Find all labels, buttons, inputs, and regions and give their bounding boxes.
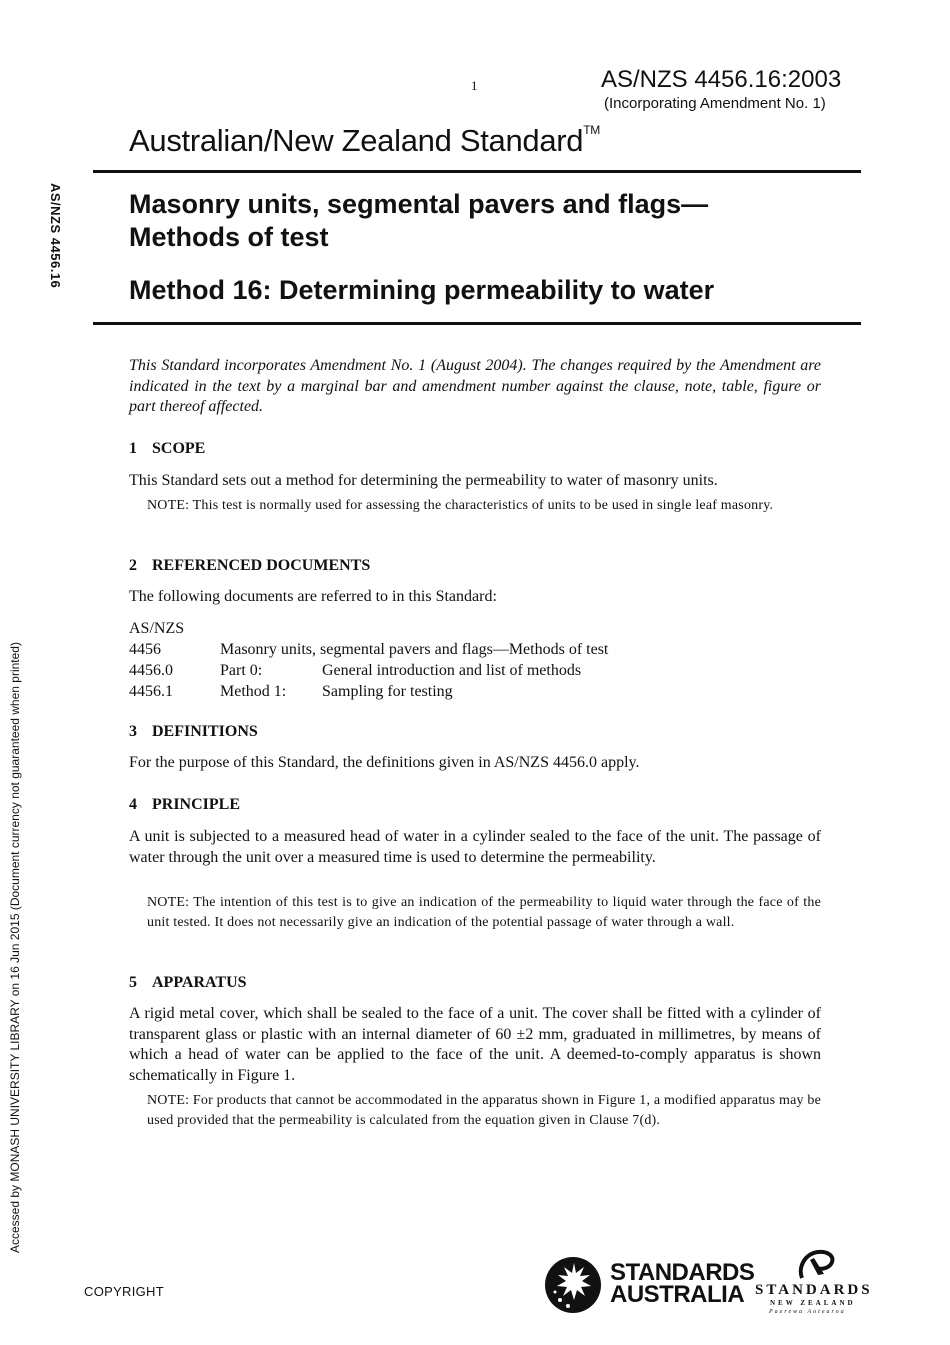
section-heading-apparatus	[129, 974, 247, 992]
reference-code: 4456.1	[129, 683, 173, 700]
section-heading-references	[129, 557, 370, 575]
reference-row	[129, 639, 608, 660]
principle-text: A unit is subjected to a measured head of water in a cylinder sealed to the face of the unit. The passage of water through the unit over a measured time is used to determine the permeability.	[129, 828, 821, 866]
standards-australia-logo-icon	[544, 1256, 602, 1314]
trademark-mark: TM	[583, 122, 600, 137]
sa-wordmark-line1: STANDARDS	[610, 1259, 755, 1286]
reference-part: Method 1:	[220, 683, 287, 700]
references-text: The following documents are referred to in this Standard:	[129, 588, 497, 605]
section-title: SCOPE	[152, 440, 206, 457]
standard-code: AS/NZS 4456.16:2003	[601, 66, 842, 93]
section-number: 1	[129, 440, 137, 457]
sa-wordmark-line2: AUSTRALIA	[610, 1281, 745, 1308]
section-heading-scope	[129, 440, 205, 458]
method-title: Method 16: Determining permeability to water	[129, 275, 715, 305]
reference-title: Sampling for testing	[322, 683, 453, 700]
section-number: 3	[129, 723, 137, 740]
document-title-line1: Masonry units, segmental pavers and flags—	[129, 189, 709, 219]
document-title-line2: Methods of test	[129, 222, 329, 252]
access-note: Accessed by MONASH UNIVERSITY LIBRARY on 16 Jun 2015 (Document currency not guaranteed when printed)	[8, 642, 22, 1253]
section-number: 5	[129, 974, 137, 991]
amendment-note: (Incorporating Amendment No. 1)	[604, 95, 826, 112]
copyright-label: COPYRIGHT	[84, 1284, 164, 1299]
reference-row	[129, 618, 608, 639]
principle-note: NOTE: The intention of this test is to give an indication of the permeability to liquid water through the face of the unit tested. It does not necessarily give an indication of the potential passage of water through a wall.	[147, 895, 821, 930]
amendment-intro: This Standard incorporates Amendment No. 1 (August 2004). The changes required by the Amendment are indicated in the text by a marginal bar and amendment number against the clause, note, table, figure or part thereof affected.	[129, 357, 821, 415]
scope-text: This Standard sets out a method for determining the permeability to water of masonry units.	[129, 472, 718, 489]
reference-title: Masonry units, segmental pavers and flags—Methods of test	[220, 641, 609, 658]
page-number: 1	[471, 78, 478, 93]
scope-note: NOTE: This test is normally used for assessing the characteristics of units to be used in single leaf masonry.	[147, 498, 774, 513]
standards-nz-logo-icon	[794, 1248, 838, 1282]
section-title: APPARATUS	[152, 974, 247, 991]
apparatus-note: NOTE: For products that cannot be accommodated in the apparatus shown in Figure 1, a modified apparatus may be used provided that the permeability is calculated from the equation given in Clause 7(d).	[147, 1093, 821, 1128]
reference-row	[129, 681, 608, 702]
reference-code: 4456	[129, 641, 161, 658]
brand-title	[129, 123, 600, 159]
side-standard-code: AS/NZS 4456.16	[48, 183, 63, 289]
section-heading-definitions	[129, 723, 258, 741]
reference-part: Part 0:	[220, 662, 263, 679]
apparatus-text: A rigid metal cover, which shall be sealed to the face of a unit. The cover shall be fitted with a cylinder of transparent glass or plastic with an internal diameter of 60 ±2 mm, graduated in millimetres, by means of which a head of water can be applied to the face of the unit. A deemed-to-comply apparatus is shown schematically in Figure 1.	[129, 1005, 821, 1084]
section-heading-principle	[129, 796, 240, 814]
reference-row	[129, 660, 608, 681]
section-number: 4	[129, 796, 137, 813]
reference-code: AS/NZS	[129, 620, 185, 637]
reference-code: 4456.0	[129, 662, 173, 679]
standards-australia-wordmark	[610, 1259, 755, 1308]
section-number: 2	[129, 557, 137, 574]
section-title: REFERENCED DOCUMENTS	[152, 557, 371, 574]
section-title: DEFINITIONS	[152, 723, 258, 740]
standards-nz-maori-name: Paerewa Aotearoa	[769, 1309, 846, 1315]
standards-nz-wordmark: STANDARDS	[755, 1282, 873, 1298]
brand-title-text: Australian/New Zealand Standard	[129, 123, 584, 158]
references-table	[129, 618, 608, 702]
standards-nz-subtitle: NEW ZEALAND	[770, 1299, 856, 1307]
definitions-text: For the purpose of this Standard, the definitions given in AS/NZS 4456.0 apply.	[129, 754, 640, 771]
title-rule-bottom	[93, 322, 861, 325]
title-rule-top	[93, 170, 861, 173]
section-title: PRINCIPLE	[152, 796, 241, 813]
reference-title: General introduction and list of methods	[322, 662, 582, 679]
